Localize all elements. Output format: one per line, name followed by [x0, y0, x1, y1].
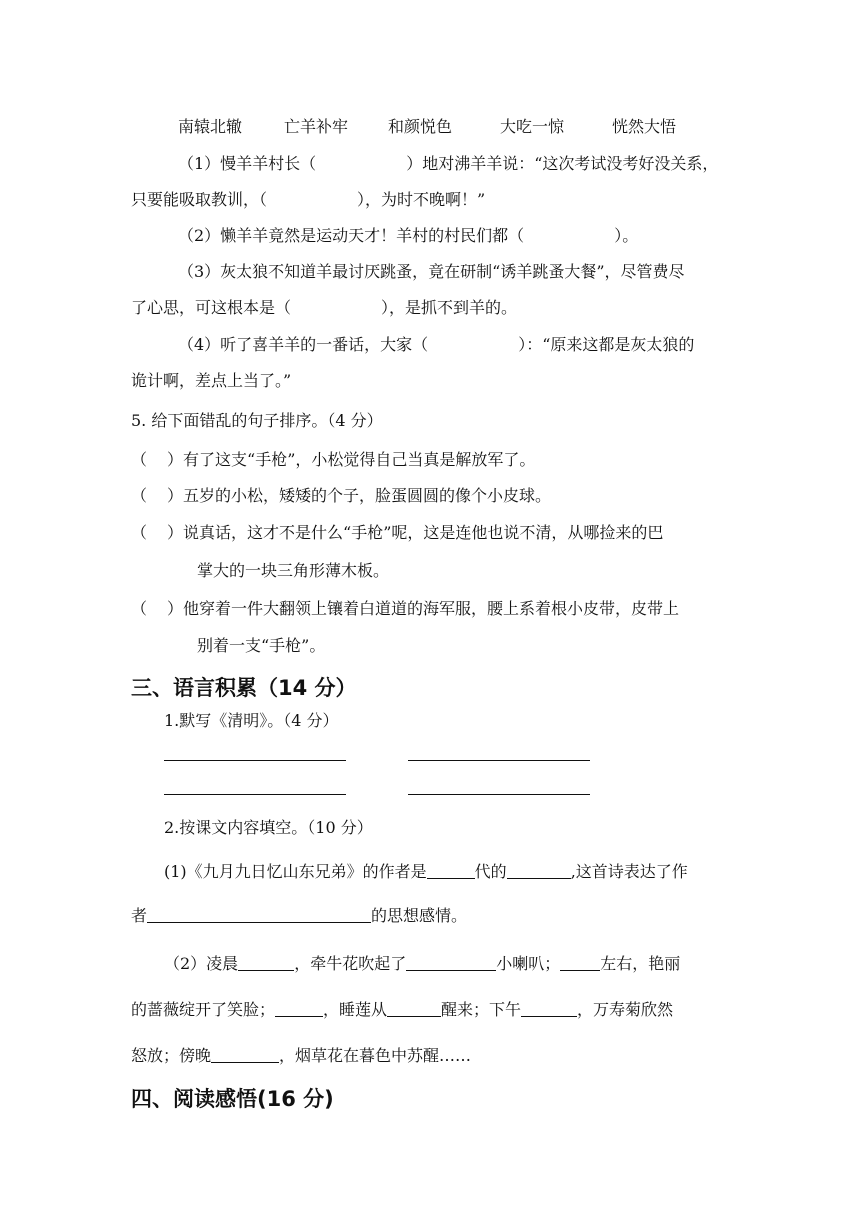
fill-blank[interactable]: [427, 862, 475, 879]
text: （2）懒羊羊竟然是运动天才！羊村的村民们都（: [178, 226, 525, 245]
text: 怒放；傍晚: [131, 1046, 212, 1065]
text: ，睡莲从: [323, 1000, 388, 1019]
writing-line[interactable]: [164, 794, 346, 795]
text: ，牵牛花吹起了: [294, 954, 407, 973]
paren-open: （: [131, 486, 148, 505]
text: ,这首诗表达了作: [570, 862, 688, 881]
text: （4）听了喜羊羊的一番话，大家（: [178, 335, 429, 354]
q5-item: [131, 449, 535, 471]
q5-item: [131, 485, 551, 507]
text: 醒来；下午: [441, 1000, 522, 1019]
sentence-text: 说真话，这才不是什么“手枪”呢，这是连他也说不清，从哪捡来的巴: [183, 523, 664, 542]
text: （1）慢羊羊村长（: [178, 154, 317, 173]
text: ）：“原来这都是灰太狼的: [518, 335, 695, 354]
paren-close: ）: [167, 486, 184, 505]
q5-title: 5. 给下面错乱的句子排序。（4 分）: [131, 411, 383, 430]
text: 了心思，可这根本是（: [131, 298, 292, 317]
section-heading: 四、阅读感悟(16 分): [131, 1087, 334, 1111]
q3-2-2-line-3: [131, 1045, 471, 1067]
fill-blank[interactable]: [147, 906, 371, 923]
q4-sentence-2: [178, 225, 638, 247]
q4-sentence-4-line-2: 诡计啊，差点上当了。”: [131, 371, 292, 390]
fill-blank[interactable]: [275, 1000, 323, 1017]
text: 的蔷薇绽开了笑脸；: [131, 1000, 276, 1019]
q4-sentence-1-line-2: [131, 189, 485, 211]
q3-2-title: 2.按课文内容填空。（10 分）: [164, 818, 373, 837]
writing-line[interactable]: [408, 760, 590, 761]
sentence-text: 有了这支“手枪”，小松觉得自己当真是解放军了。: [183, 450, 536, 469]
q5-item: [131, 522, 663, 544]
text: （2）凌晨: [164, 954, 239, 973]
section-heading: 三、语言积累（14 分）: [131, 676, 357, 700]
text: (1)《九月九日忆山东兄弟》的作者是: [164, 862, 427, 881]
paren-close: ）: [167, 450, 184, 469]
q4-sentence-3-line-1: （3）灰太狼不知道羊最讨厌跳蚤，竟在研制“诱羊跳蚤大餐”，尽管费尽: [178, 262, 685, 281]
q3-2-1-line-1: [164, 861, 688, 883]
word-bank-item: 南辕北辙: [178, 117, 243, 136]
q5-item-continuation: 别着一支“手枪”。: [197, 636, 326, 655]
sentence-text: 五岁的小松，矮矮的个子，脸蛋圆圆的像个小皮球。: [183, 486, 552, 505]
fill-blank[interactable]: [238, 954, 294, 971]
q3-2-2-line-1: [164, 953, 680, 975]
text: 的思想感情。: [371, 906, 468, 925]
fill-blank[interactable]: [507, 862, 571, 879]
text: 者: [131, 906, 148, 925]
paren-close: ）: [167, 599, 184, 618]
text: 小喇叭；: [496, 954, 561, 973]
text: ）地对沸羊羊说：“这次考试没考好没关系，: [406, 154, 719, 173]
sentence-text: 他穿着一件大翻领上镶着白道道的海军服，腰上系着根小皮带，皮带上: [183, 599, 680, 618]
q4-sentence-3-line-2: [131, 297, 517, 319]
q4-sentence-4-line-1: [178, 334, 694, 356]
text: 左右，艳丽: [600, 954, 681, 973]
text: ，烟草花在暮色中苏醒……: [279, 1046, 472, 1065]
q3-1-title: 1.默写《清明》。（4 分）: [164, 711, 339, 730]
paren-close: ）: [167, 523, 184, 542]
text: 只要能吸取教训，（: [131, 190, 268, 209]
paren-open: （: [131, 450, 148, 469]
paren-open: （: [131, 599, 148, 618]
fill-blank[interactable]: [521, 1000, 577, 1017]
text: ）。: [614, 226, 639, 245]
q3-2-1-line-2: [131, 905, 467, 927]
fill-blank[interactable]: [211, 1046, 279, 1063]
word-bank-item: 和颜悦色: [388, 117, 453, 136]
text: ），为时不晚啊！”: [357, 190, 486, 209]
fill-blank[interactable]: [406, 954, 496, 971]
text: ，万寿菊欣然: [577, 1000, 674, 1019]
q3-2-2-line-2: [131, 999, 673, 1021]
text: ），是抓不到羊的。: [381, 298, 518, 317]
fill-blank[interactable]: [560, 954, 600, 971]
text: 代的: [474, 862, 507, 881]
word-bank-item: 大吃一惊: [500, 117, 565, 136]
fill-blank[interactable]: [387, 1000, 441, 1017]
writing-line[interactable]: [164, 760, 346, 761]
q4-sentence-1-line-1: [178, 153, 718, 175]
q5-item-continuation: 掌大的一块三角形薄木板。: [197, 561, 390, 580]
writing-line[interactable]: [408, 794, 590, 795]
paren-open: （: [131, 523, 148, 542]
q5-item: [131, 598, 679, 620]
word-bank-item: 恍然大悟: [612, 117, 677, 136]
word-bank-item: 亡羊补牢: [284, 117, 349, 136]
